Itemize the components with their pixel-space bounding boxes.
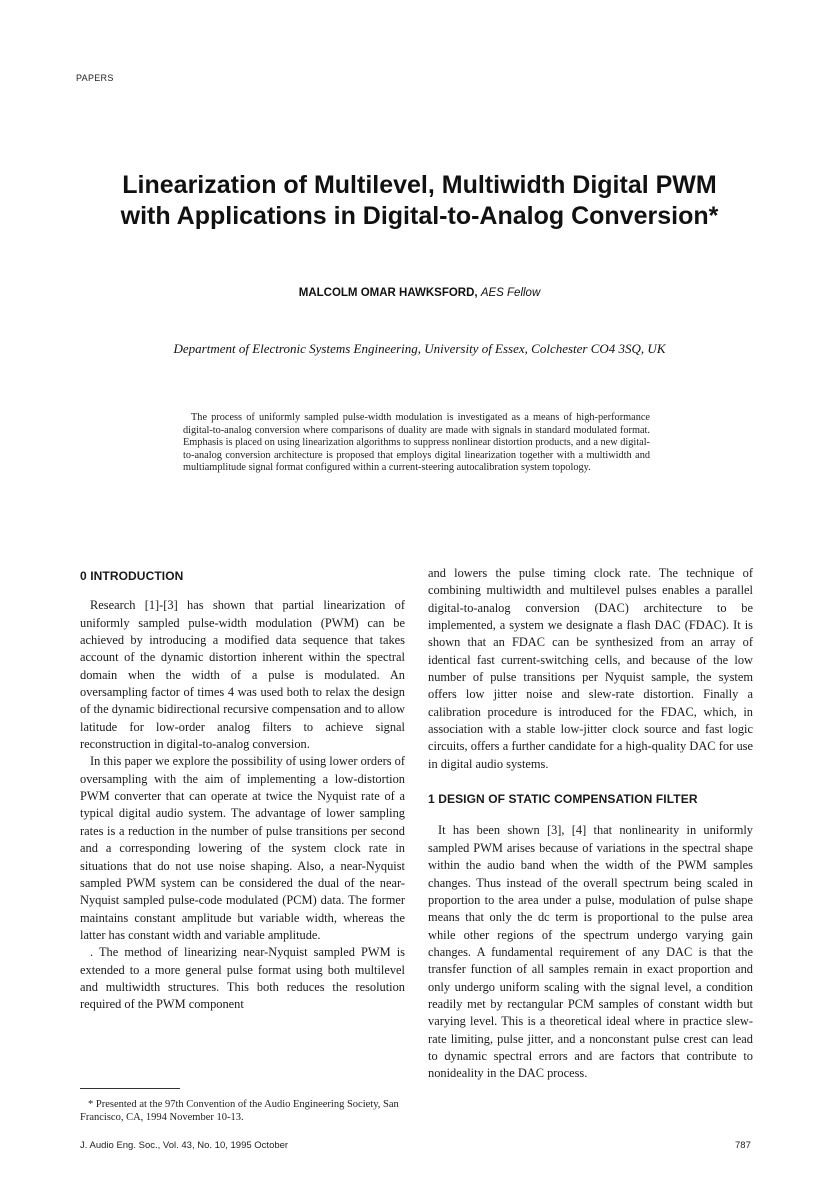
abstract: The process of uniformly sampled pulse-width modulation is investigated as a means of high-performance digital-to-analog conversion where comparisons of duality are made with signals in standard modulated format. Emphasis is placed on using linearization algorithms to suppress nonlinear distortion products, and a new digital-to-analog conversion architecture is proposed that employs digital linearization together with a multiwidth and multiamplitude signal format configured within a current-steering autocalibration system topology. bbox=[183, 412, 650, 474]
intro-paragraph-3: . The method of linearizing near-Nyquist sampled PWM is extended to a more general pulse format using both multilevel and multiwidth structures. This both reduces the resolution required of the PWM component bbox=[80, 945, 405, 1012]
title-line-2: with Applications in Digital-to-Analog Conversion* bbox=[120, 202, 719, 230]
intro-heading: 0 INTRODUCTION bbox=[80, 569, 184, 583]
footnote: * Presented at the 97th Convention of the Audio Engineering Society, San Francisco, CA, 1994 November 10-13. bbox=[80, 1099, 399, 1123]
intro-paragraph-1: Research [1]-[3] has shown that partial linearization of uniformly sampled pulse-width modulation (PWM) can be achieved by introducing a modified data sequence that takes account of the dynamic distortion inherent within the spectral domain when the width of a pulse is modulated. An oversampling factor of times 4 was used both to relax the design of the dynamic bidirectional recursive compensation and to allow latitude for low-order analog filters to achieve signal reconstruction in digital-to-analog conversion. bbox=[80, 598, 405, 752]
intro-paragraph-4: and lowers the pulse timing clock rate. The technique of combining multiwidth and multilevel pulses enables a parallel digital-to-analog conversion (DAC) architecture to be implemented, a system we designate a flash DAC (FDAC). It is shown that an FDAC can be synthesized from an array of identical fast current-switching cells, and because of the low number of pulse transitions per Nyquist sample, the system offers low jitter noise and slew-rate distortion. Finally a calibration procedure is introduced for the FDAC, which, in association with a stable low-jitter clock source and fast logic circuits, offers a further candidate for a high-quality DAC for use in digital audio systems. bbox=[428, 566, 753, 771]
affiliation: Department of Electronic Systems Engineering, University of Essex, Colchester CO4 3SQ, UK bbox=[173, 341, 666, 356]
section-label: PAPERS bbox=[76, 73, 114, 83]
author-line bbox=[60, 287, 779, 299]
title-line-1: Linearization of Multilevel, Multiwidth Digital PWM bbox=[122, 171, 717, 199]
right-column bbox=[428, 565, 753, 1083]
page-number: 787 bbox=[735, 1140, 751, 1151]
author-fellow: AES Fellow bbox=[480, 287, 541, 299]
design-paragraph-1: It has been shown [3], [4] that nonlinearity in uniformly sampled PWM arises because of variations in the spectral shape within the audio band when the width of the PWM samples changes. Thus instead of the overall spectrum being scaled in proportion to the area under a pulse, modulation of pulse shape means that only the dc term is proportional to the pulse area while other regions of the spectrum undergo varying gain changes. A fundamental requirement of any DAC is that the transfer function of all samples remain in exact proportion and only undergo uniform scaling with the signal level, a condition readily met by rectangular PCM samples of constant width but varying level. This is a theoretical ideal where in practice slew-rate limiting, pulse jitter, and a nonconstant pulse crest can lead to dynamic spectral errors and are factors that contribute to nonideality in the DAC process. bbox=[428, 823, 753, 1081]
footnote-rule bbox=[80, 1088, 180, 1089]
left-column bbox=[80, 568, 405, 1014]
design-heading: 1 DESIGN OF STATIC COMPENSATION FILTER bbox=[428, 792, 698, 807]
author-name: MALCOLM OMAR HAWKSFORD, bbox=[298, 287, 478, 299]
journal-citation: J. Audio Eng. Soc., Vol. 43, No. 10, 1995 October bbox=[80, 1140, 289, 1151]
intro-paragraph-2: In this paper we explore the possibility of using lower orders of oversampling with the aim of implementing a low-distortion PWM converter that can operate at twice the Nyquist rate of a typical digital audio system. The advantage of lower sampling rates is a reduction in the number of pulse transitions per second and a corresponding lowering of the system clock rate in situations that do not use noise shaping. Also, a near-Nyquist sampled PWM system can be considered the dual of the near-Nyquist sampled pulse-code modulated (PCM) data. The former maintains constant amplitude but variable width, whereas the latter has constant width and variable amplitude. bbox=[80, 754, 405, 942]
paper-title bbox=[60, 170, 779, 232]
